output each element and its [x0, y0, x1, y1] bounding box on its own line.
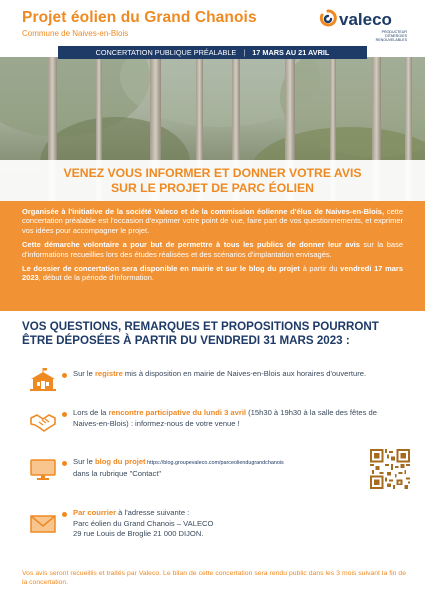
questions-line-2: ÊTRE DÉPOSÉES À PARTIR DU VENDREDI 31 MARS 2023 : — [22, 333, 350, 347]
page-title: Projet éolien du Grand Chanois — [22, 9, 257, 26]
intro-p3-text: à partir du — [299, 264, 341, 274]
header — [0, 0, 425, 44]
blog-text — [73, 457, 393, 479]
headline-line-2: SUR LE PROJET DE PARC ÉOLIEN — [111, 180, 314, 195]
headline-line-1: VENEZ VOUS INFORMER ET DONNER VOTRE AVIS — [63, 166, 362, 180]
intro-p1-bold: Organisée à l'initiative de la société Valeco et de la commission éolienne d'élus de Naives-en-Blois, — [22, 207, 385, 216]
footer-note: Vos avis seront recueillis et traités par Valeco. Le bilan de cette concertation sera rendu public dans les 3 mois suivant la fin de la concertation. — [22, 570, 406, 586]
registre-pre: Sur le — [73, 369, 95, 378]
intro-paragraph-2 — [22, 240, 403, 259]
questions-line-1: VOS QUESTIONS, REMARQUES ET PROPOSITIONS POURRONT — [22, 320, 379, 333]
courrier-post: à l'adresse suivante : — [116, 508, 190, 517]
registre-text — [73, 369, 393, 380]
envelope-icon — [30, 512, 56, 536]
qr-code — [370, 449, 410, 489]
banner-separator: | — [243, 48, 246, 57]
blog-pre: Sur le — [73, 457, 95, 466]
intro-panel — [0, 201, 425, 311]
rencontre-pre: Lors de la — [73, 408, 109, 417]
concertation-banner — [58, 46, 367, 59]
bullet-dot — [62, 461, 67, 466]
town-hall-icon — [30, 368, 56, 392]
banner-title: CONCERTATION PUBLIQUE PRÉALABLE — [95, 48, 237, 57]
logo-wordmark: valeco — [339, 10, 392, 29]
blog-link[interactable]: https://blog.groupevaleco.com/parceoliendugrandchanois — [145, 460, 284, 466]
rencontre-post: (15h30 à 19h30 à la salle des fêtes de Naives-en-Blois) : informez-nous de votre venue ! — [73, 408, 377, 428]
intro-p1-text: cette concertation préalable est l'occasion d'exprimer votre point de vue, faire part de vos questionnements, et exprimer vos idées pour accompagner le projet. — [22, 207, 403, 235]
courrier-text — [73, 508, 393, 540]
bullet-dot — [62, 373, 67, 378]
handshake-icon — [30, 410, 56, 434]
intro-p3-tail: , début de la période d'information. — [38, 273, 154, 283]
address-line-2: 29 rue Louis de Broglie 21 000 DIJON. — [73, 529, 204, 538]
registre-post: mis à disposition en mairie de Naives-en-Blois aux horaires d'ouverture. — [122, 369, 367, 378]
rencontre-text — [73, 408, 393, 429]
courrier-bold: Par courrier — [73, 508, 117, 517]
intro-p3-bold: Le dossier de concertation sera disponible en mairie et sur le blog du projet — [22, 264, 300, 274]
intro-p2-bold: Cette démarche volontaire a pour but de permettre à tous les publics de donner leur avis — [22, 240, 360, 250]
intro-p2-text: sur la base d'informations recueillies lors des études réalisées et des scénarios d'implantation envisagés. — [22, 240, 403, 259]
monitor-icon — [30, 458, 56, 482]
blog-post: dans la rubrique "Contact" — [73, 468, 162, 478]
valeco-logo — [319, 9, 407, 41]
bullet-dot — [62, 412, 67, 417]
questions-heading — [22, 320, 412, 347]
rencontre-bold: rencontre participative du lundi 3 avril — [108, 408, 247, 417]
intro-p3-date: vendredi 17 mars 2023 — [22, 264, 404, 283]
page-subtitle: Commune de Naives-en-Blois — [22, 29, 129, 38]
banner-dates: 17 MARS AU 21 AVRIL — [252, 48, 330, 57]
address-line-1: Parc éolien du Grand Chanois – VALECO — [73, 518, 214, 528]
registre-bold: registre — [94, 369, 123, 378]
headline — [0, 166, 425, 195]
bullet-dot — [62, 512, 67, 517]
intro-paragraph-3 — [22, 264, 403, 283]
intro-paragraph-1 — [22, 207, 403, 235]
logo-tagline: PRODUCTEUR D'ÉNERGIES RENOUVELABLES — [375, 30, 407, 43]
blog-bold: blog du projet — [94, 457, 146, 466]
logo-swirl-icon — [319, 9, 337, 29]
